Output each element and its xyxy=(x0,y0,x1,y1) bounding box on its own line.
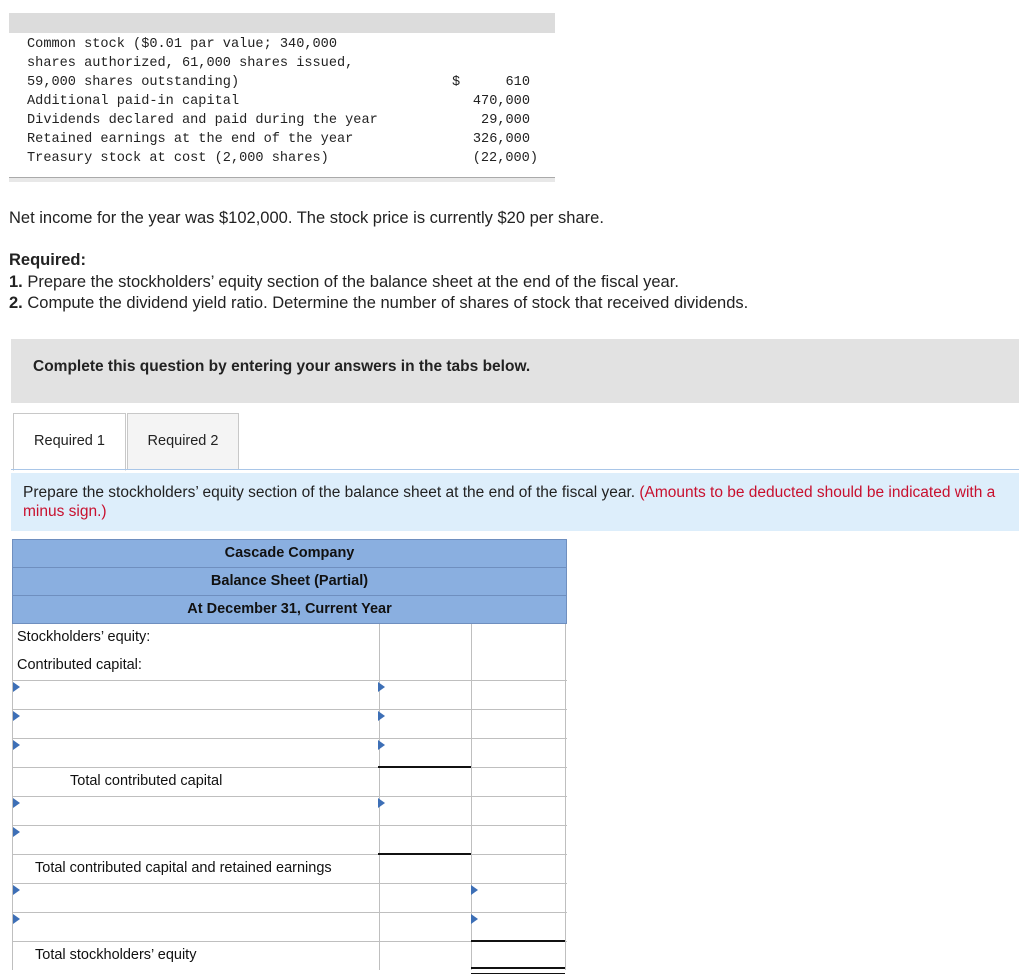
amount-input-cell[interactable] xyxy=(378,681,472,709)
total-contributed-retained-label: Total contributed capital and retained earnings xyxy=(35,860,332,876)
given-data-header-bar xyxy=(9,13,555,33)
dropdown-marker-icon xyxy=(378,682,385,692)
account-dropdown-cell[interactable] xyxy=(12,739,380,767)
label-cell xyxy=(12,624,380,680)
given-value: 610 xyxy=(505,75,530,90)
dropdown-marker-icon xyxy=(13,711,20,721)
total-contributed-capital-label: Total contributed capital xyxy=(70,773,223,789)
instruction-text: Complete this question by entering your answers in the tabs below. xyxy=(33,358,531,375)
table-row xyxy=(12,826,567,855)
amount-cell xyxy=(471,624,566,680)
amount-input-cell[interactable] xyxy=(378,826,472,854)
amount-input-cell[interactable] xyxy=(378,768,472,796)
stockholders-equity-label: Stockholders’ equity: xyxy=(17,629,151,645)
account-dropdown-cell[interactable] xyxy=(12,826,380,854)
prompt-box xyxy=(11,473,1019,531)
prompt-text xyxy=(23,483,1013,521)
given-value: 470,000 xyxy=(472,94,530,109)
given-value: 29,000 xyxy=(481,113,530,128)
table-row xyxy=(12,855,567,884)
amount-input-cell[interactable] xyxy=(471,942,566,970)
table-row xyxy=(12,681,567,710)
dropdown-marker-icon xyxy=(13,885,20,895)
required-item-2 xyxy=(9,294,748,313)
amount-input-cell[interactable] xyxy=(378,797,472,825)
amount-cell xyxy=(378,913,472,941)
amount-cell xyxy=(471,826,566,854)
label-cell xyxy=(12,768,380,796)
amount-cell xyxy=(378,624,472,680)
dropdown-marker-icon xyxy=(13,740,20,750)
table-row xyxy=(12,942,567,970)
amount-cell xyxy=(471,768,566,796)
dropdown-marker-icon xyxy=(471,914,478,924)
table-row xyxy=(12,624,567,681)
account-dropdown-cell[interactable] xyxy=(12,710,380,738)
amount-cell xyxy=(471,855,566,883)
amount-cell xyxy=(471,797,566,825)
amount-cell xyxy=(378,884,472,912)
table-row xyxy=(12,797,567,826)
given-line: Common stock ($0.01 par value; 340,000 xyxy=(27,37,337,52)
required-item-number: 1. xyxy=(9,273,23,291)
given-dollar-sign: $ xyxy=(452,75,461,90)
given-value: (22,000) xyxy=(472,151,538,166)
label-cell xyxy=(12,855,380,883)
amount-input-cell[interactable] xyxy=(378,710,472,738)
statement-date: At December 31, Current Year xyxy=(12,596,567,624)
label-cell xyxy=(12,942,380,970)
given-value: 326,000 xyxy=(472,132,530,147)
given-data-table xyxy=(9,13,555,178)
dropdown-marker-icon xyxy=(378,711,385,721)
amount-input-cell[interactable] xyxy=(378,855,472,883)
amount-input-cell[interactable] xyxy=(378,739,472,767)
dropdown-marker-icon xyxy=(13,914,20,924)
dropdown-marker-icon xyxy=(378,798,385,808)
tab-required-1[interactable]: Required 1 xyxy=(13,413,126,471)
table-row xyxy=(12,768,567,797)
required-heading: Required: xyxy=(9,251,87,269)
account-dropdown-cell[interactable] xyxy=(12,681,380,709)
given-line: Dividends declared and paid during the year xyxy=(27,113,378,128)
amount-cell xyxy=(471,710,566,738)
given-data-footer-bar xyxy=(9,177,555,182)
required-item-text: Prepare the stockholders’ equity section of the balance sheet at the end of the fiscal year. xyxy=(27,273,679,291)
amount-input-cell[interactable] xyxy=(471,884,566,912)
table-row xyxy=(12,913,567,942)
instruction-bar xyxy=(11,339,1019,403)
given-line: shares authorized, 61,000 shares issued, xyxy=(27,56,354,71)
given-data-body xyxy=(9,33,555,178)
required-item-number: 2. xyxy=(9,294,23,312)
dropdown-marker-icon xyxy=(13,798,20,808)
required-item-1 xyxy=(9,273,679,292)
account-dropdown-cell[interactable] xyxy=(12,913,380,941)
dropdown-marker-icon xyxy=(378,740,385,750)
tab-underline xyxy=(11,469,1019,470)
account-dropdown-cell[interactable] xyxy=(12,797,380,825)
table-row xyxy=(12,739,567,768)
table-row xyxy=(12,710,567,739)
contributed-capital-label: Contributed capital: xyxy=(17,657,142,673)
amount-input-cell[interactable] xyxy=(471,913,566,941)
amount-cell xyxy=(378,942,472,970)
account-dropdown-cell[interactable] xyxy=(12,884,380,912)
prompt-instruction: Prepare the stockholders’ equity section of the balance sheet at the end of the fiscal year. xyxy=(23,484,636,501)
given-line: 59,000 shares outstanding) xyxy=(27,75,240,90)
statement-title: Balance Sheet (Partial) xyxy=(12,568,567,596)
required-item-text: Compute the dividend yield ratio. Determine the number of shares of stock that received dividends. xyxy=(27,294,749,312)
total-stockholders-equity-label: Total stockholders’ equity xyxy=(35,947,197,963)
given-line: Retained earnings at the end of the year xyxy=(27,132,354,147)
table-row xyxy=(12,884,567,913)
prompt-note: (Amounts to be deducted should be indicated with a minus sign.) xyxy=(23,484,996,520)
tab-required-2[interactable]: Required 2 xyxy=(127,413,239,470)
amount-cell xyxy=(471,681,566,709)
company-name: Cascade Company xyxy=(12,539,567,568)
balance-sheet-table xyxy=(12,539,567,970)
dropdown-marker-icon xyxy=(13,682,20,692)
given-line: Additional paid-in capital xyxy=(27,94,240,109)
net-income-text: Net income for the year was $102,000. The stock price is currently $20 per share. xyxy=(9,209,604,227)
given-line: Treasury stock at cost (2,000 shares) xyxy=(27,151,329,166)
dropdown-marker-icon xyxy=(13,827,20,837)
dropdown-marker-icon xyxy=(471,885,478,895)
amount-cell xyxy=(471,739,566,767)
